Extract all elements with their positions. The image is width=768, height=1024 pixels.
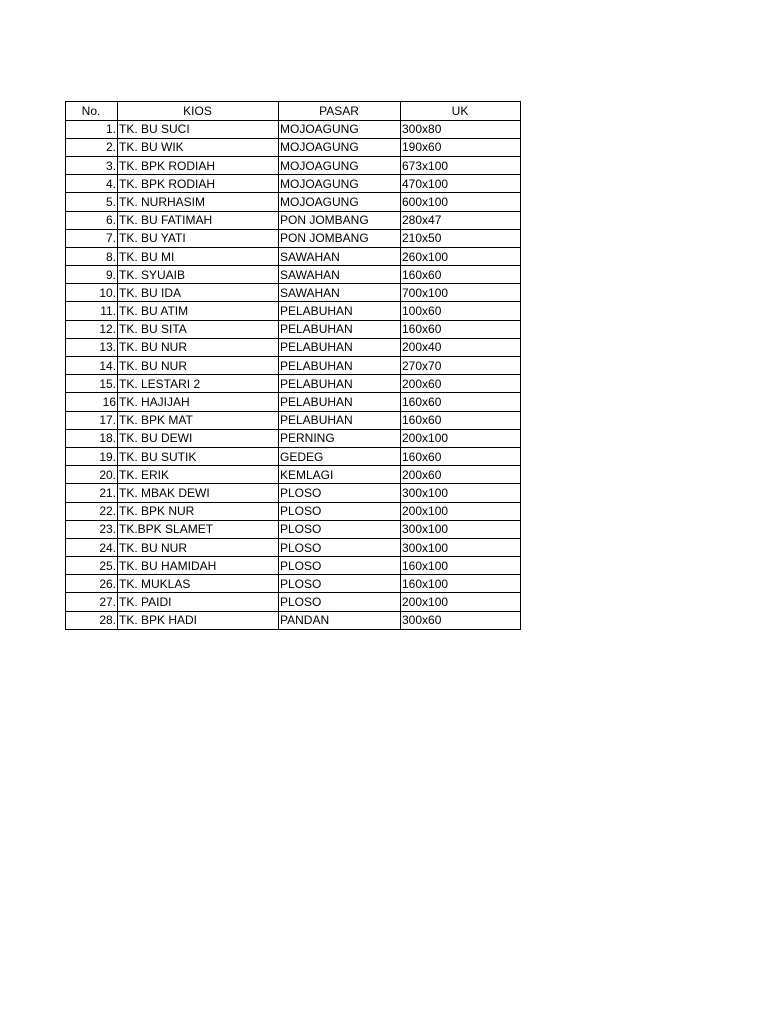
- cell-kios: TK. LESTARI 2: [118, 375, 279, 393]
- table-row: [66, 484, 521, 502]
- cell-pasar: MOJOAGUNG: [279, 175, 401, 193]
- cell-uk: 270x70: [401, 357, 521, 375]
- cell-uk: 200x60: [401, 375, 521, 393]
- cell-uk: 160x100: [401, 575, 521, 593]
- table-row: [66, 120, 521, 138]
- table-row: [66, 502, 521, 520]
- header-kios: KIOS: [118, 102, 279, 121]
- cell-uk: 260x100: [401, 247, 521, 265]
- cell-kios: TK. SYUAIB: [118, 266, 279, 284]
- cell-no: 24.: [66, 538, 118, 556]
- cell-uk: 673x100: [401, 156, 521, 174]
- cell-pasar: PELABUHAN: [279, 375, 401, 393]
- cell-pasar: SAWAHAN: [279, 266, 401, 284]
- table-row: [66, 447, 521, 465]
- cell-pasar: MOJOAGUNG: [279, 193, 401, 211]
- table-row: [66, 229, 521, 247]
- cell-kios: TK. MUKLAS: [118, 575, 279, 593]
- cell-no: 4.: [66, 175, 118, 193]
- table-row: [66, 466, 521, 484]
- table-body: [66, 120, 521, 629]
- cell-uk: 200x100: [401, 593, 521, 611]
- table-row: [66, 520, 521, 538]
- cell-uk: 210x50: [401, 229, 521, 247]
- cell-kios: TK. BU MI: [118, 247, 279, 265]
- cell-no: 8.: [66, 247, 118, 265]
- cell-no: 25.: [66, 557, 118, 575]
- table-row: [66, 193, 521, 211]
- cell-no: 27.: [66, 593, 118, 611]
- cell-no: 22.: [66, 502, 118, 520]
- table-row: [66, 393, 521, 411]
- table-row: [66, 338, 521, 356]
- table-row: [66, 284, 521, 302]
- cell-uk: 300x100: [401, 484, 521, 502]
- cell-no: 17.: [66, 411, 118, 429]
- cell-uk: 300x100: [401, 538, 521, 556]
- cell-pasar: PELABUHAN: [279, 357, 401, 375]
- cell-pasar: PLOSO: [279, 593, 401, 611]
- cell-no: 1.: [66, 120, 118, 138]
- cell-pasar: PELABUHAN: [279, 320, 401, 338]
- cell-kios: TK. HAJIJAH: [118, 393, 279, 411]
- cell-pasar: GEDEG: [279, 447, 401, 465]
- table-row: [66, 211, 521, 229]
- cell-kios: TK. NURHASIM: [118, 193, 279, 211]
- cell-kios: TK. BU NUR: [118, 357, 279, 375]
- cell-uk: 300x60: [401, 611, 521, 629]
- cell-pasar: PLOSO: [279, 484, 401, 502]
- cell-pasar: MOJOAGUNG: [279, 120, 401, 138]
- cell-uk: 100x60: [401, 302, 521, 320]
- cell-no: 9.: [66, 266, 118, 284]
- cell-pasar: SAWAHAN: [279, 247, 401, 265]
- cell-no: 19.: [66, 447, 118, 465]
- table-row: [66, 138, 521, 156]
- cell-no: 15.: [66, 375, 118, 393]
- cell-no: 11.: [66, 302, 118, 320]
- table-row: [66, 302, 521, 320]
- cell-pasar: KEMLAGI: [279, 466, 401, 484]
- cell-kios: TK. BU NUR: [118, 538, 279, 556]
- cell-pasar: MOJOAGUNG: [279, 156, 401, 174]
- table-row: [66, 357, 521, 375]
- cell-uk: 160x60: [401, 266, 521, 284]
- cell-uk: 160x60: [401, 447, 521, 465]
- cell-uk: 700x100: [401, 284, 521, 302]
- cell-kios: TK. BPK NUR: [118, 502, 279, 520]
- cell-kios: TK. ERIK: [118, 466, 279, 484]
- cell-uk: 160x60: [401, 393, 521, 411]
- cell-kios: TK. BU DEWI: [118, 429, 279, 447]
- table-header-row: [66, 102, 521, 121]
- cell-no: 20.: [66, 466, 118, 484]
- cell-kios: TK. BU SITA: [118, 320, 279, 338]
- cell-uk: 200x40: [401, 338, 521, 356]
- table-row: [66, 156, 521, 174]
- header-uk: UK: [401, 102, 521, 121]
- cell-pasar: PON JOMBANG: [279, 229, 401, 247]
- cell-pasar: MOJOAGUNG: [279, 138, 401, 156]
- cell-pasar: PELABUHAN: [279, 302, 401, 320]
- cell-no: 21.: [66, 484, 118, 502]
- cell-pasar: PLOSO: [279, 502, 401, 520]
- cell-pasar: SAWAHAN: [279, 284, 401, 302]
- cell-no: 28.: [66, 611, 118, 629]
- cell-kios: TK. BPK RODIAH: [118, 156, 279, 174]
- cell-uk: 160x60: [401, 411, 521, 429]
- cell-kios: TK.BPK SLAMET: [118, 520, 279, 538]
- cell-no: 26.: [66, 575, 118, 593]
- cell-kios: TK. BPK MAT: [118, 411, 279, 429]
- table-row: [66, 575, 521, 593]
- header-pasar: PASAR: [279, 102, 401, 121]
- cell-uk: 200x100: [401, 502, 521, 520]
- table-row: [66, 411, 521, 429]
- table-row: [66, 175, 521, 193]
- cell-no: 14.: [66, 357, 118, 375]
- cell-uk: 160x60: [401, 320, 521, 338]
- kios-table: [65, 101, 521, 630]
- table-row: [66, 557, 521, 575]
- table-row: [66, 375, 521, 393]
- cell-no: 12.: [66, 320, 118, 338]
- cell-no: 10.: [66, 284, 118, 302]
- cell-uk: 600x100: [401, 193, 521, 211]
- cell-pasar: PELABUHAN: [279, 411, 401, 429]
- cell-uk: 300x80: [401, 120, 521, 138]
- cell-no: 7.: [66, 229, 118, 247]
- cell-kios: TK. BPK RODIAH: [118, 175, 279, 193]
- cell-kios: TK. MBAK DEWI: [118, 484, 279, 502]
- cell-pasar: PANDAN: [279, 611, 401, 629]
- cell-uk: 300x100: [401, 520, 521, 538]
- cell-no: 5.: [66, 193, 118, 211]
- cell-kios: TK. BU FATIMAH: [118, 211, 279, 229]
- cell-uk: 200x60: [401, 466, 521, 484]
- cell-kios: TK. BU YATI: [118, 229, 279, 247]
- cell-pasar: PLOSO: [279, 575, 401, 593]
- cell-uk: 470x100: [401, 175, 521, 193]
- table-row: [66, 593, 521, 611]
- cell-uk: 280x47: [401, 211, 521, 229]
- cell-kios: TK. PAIDI: [118, 593, 279, 611]
- cell-no: 18.: [66, 429, 118, 447]
- cell-kios: TK. BU HAMIDAH: [118, 557, 279, 575]
- cell-kios: TK. BU ATIM: [118, 302, 279, 320]
- cell-no: 2.: [66, 138, 118, 156]
- cell-kios: TK. BU SUCI: [118, 120, 279, 138]
- cell-no: 23.: [66, 520, 118, 538]
- cell-no: 6.: [66, 211, 118, 229]
- table-row: [66, 320, 521, 338]
- cell-pasar: PLOSO: [279, 557, 401, 575]
- cell-pasar: PELABUHAN: [279, 393, 401, 411]
- cell-pasar: PLOSO: [279, 538, 401, 556]
- cell-kios: TK. BU WIK: [118, 138, 279, 156]
- cell-uk: 190x60: [401, 138, 521, 156]
- cell-kios: TK. BPK HADI: [118, 611, 279, 629]
- cell-pasar: PERNING: [279, 429, 401, 447]
- table-row: [66, 538, 521, 556]
- cell-pasar: PON JOMBANG: [279, 211, 401, 229]
- table-row: [66, 611, 521, 629]
- cell-no: 3.: [66, 156, 118, 174]
- cell-kios: TK. BU SUTIK: [118, 447, 279, 465]
- cell-kios: TK. BU IDA: [118, 284, 279, 302]
- cell-kios: TK. BU NUR: [118, 338, 279, 356]
- cell-no: 13.: [66, 338, 118, 356]
- cell-pasar: PELABUHAN: [279, 338, 401, 356]
- header-no: No.: [66, 102, 118, 121]
- table-row: [66, 429, 521, 447]
- table-row: [66, 247, 521, 265]
- cell-uk: 160x100: [401, 557, 521, 575]
- table-row: [66, 266, 521, 284]
- cell-pasar: PLOSO: [279, 520, 401, 538]
- cell-no: 16: [66, 393, 118, 411]
- cell-uk: 200x100: [401, 429, 521, 447]
